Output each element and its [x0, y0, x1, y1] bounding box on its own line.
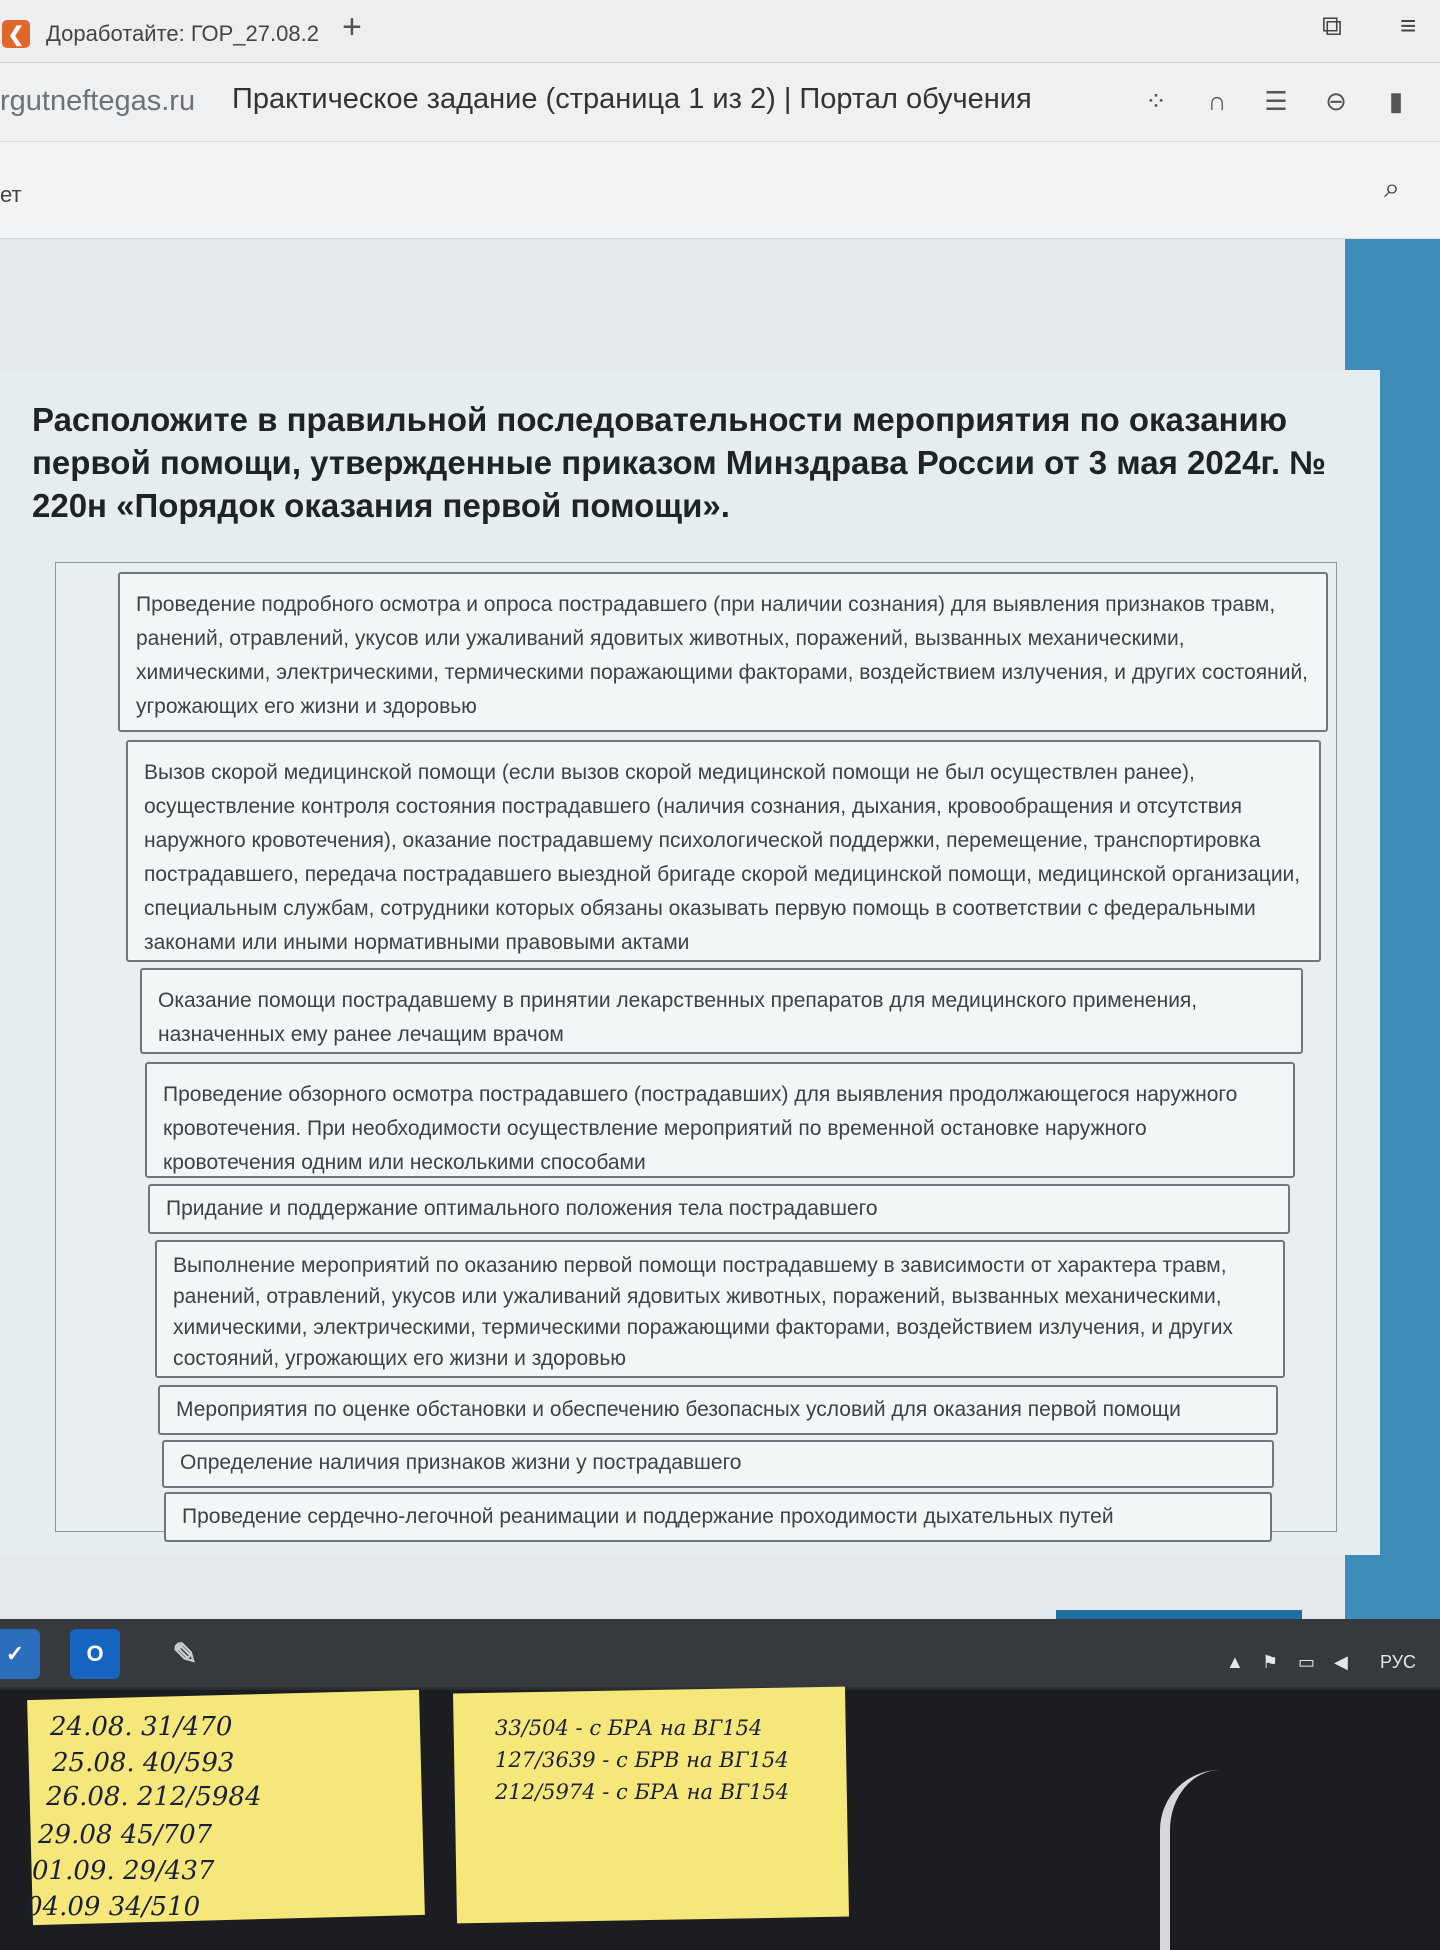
ordering-item[interactable]: Определение наличия признаков жизни у пострадавшего	[162, 1440, 1274, 1488]
browser-tab[interactable]	[0, 6, 322, 62]
page-title: Практическое задание (страница 1 из 2) | Портал обучения	[232, 83, 1032, 115]
new-tab-button[interactable]: +	[342, 8, 362, 46]
menu-icon[interactable]: ≡	[1400, 10, 1417, 41]
note-line: 127/3639 - с БРВ на ВГ154	[495, 1748, 789, 1772]
tray-arrow-icon[interactable]: ▲	[1226, 1652, 1244, 1672]
ordering-item[interactable]: Выполнение мероприятий по оказанию первой помощи пострадавшему в зависимости от характера травм, ранений, отравлений, укусов или ужаливаний ядовитых животных, поражений, вызванных механическими, химическими, электрическими, термическими поражающими факторами, воздействием излучения, и других состояний, угрожающих его жизни и здоровью	[155, 1240, 1285, 1378]
note-line: 212/5974 - с БРА на ВГ154	[495, 1780, 790, 1804]
site-nav-text[interactable]: ет	[0, 182, 22, 207]
site-favicon-icon: ❮	[2, 20, 30, 48]
start-icon[interactable]: ✓	[0, 1629, 40, 1679]
ordering-item[interactable]: Мероприятия по оценке обстановки и обеспечению безопасных условий для оказания первой помощи	[158, 1385, 1278, 1435]
ordering-item[interactable]: Оказание помощи пострадавшему в принятии лекарственных препаратов для медицинского применения, назначенных ему ранее лечащим врачом	[140, 968, 1303, 1054]
note-line: 04.09 34/510	[26, 1892, 201, 1922]
note-line: 26.08. 212/5984	[46, 1782, 262, 1812]
bookmark-icon[interactable]: ▮	[1388, 85, 1404, 116]
tray-flag-icon[interactable]: ⚑	[1262, 1652, 1279, 1672]
tab-bar	[0, 0, 1440, 63]
ordering-item[interactable]: Проведение обзорного осмотра пострадавшего (пострадавших) для выявления продолжающегося наружного кровотечения. При необходимости осуществление мероприятий по временной остановке наружного кровотечения одним или несколькими способами	[145, 1062, 1295, 1178]
tab-bookmarks-icon[interactable]: ⧉	[1322, 10, 1342, 41]
tray-language[interactable]: РУС	[1380, 1652, 1417, 1672]
tray-volume-icon[interactable]: ◀	[1334, 1652, 1348, 1672]
search-icon[interactable]: ⌕	[1384, 171, 1400, 203]
tray-network-icon[interactable]: ▭	[1298, 1652, 1316, 1672]
ordering-item[interactable]: Проведение подробного осмотра и опроса пострадавшего (при наличии сознания) для выявления признаков травм, ранений, отравлений, укусов или ужаливаний ядовитых животных, поражений, вызванных механическими, химическими, электрическими, термическими поражающими факторами, воздействием излучения, и других состояний, угрожающих его жизни и здоровью	[118, 572, 1328, 732]
question-text: Расположите в правильной последовательности мероприятия по оказанию первой помощи, утвержденные приказом Минздрава России от 3 мая 2024г. № 220н «Порядок оказания первой помощи».	[32, 401, 1327, 524]
note-line: 24.08. 31/470	[50, 1712, 233, 1742]
outlook-icon[interactable]: O	[70, 1629, 120, 1679]
headphones-icon[interactable]: ∩	[1207, 85, 1227, 116]
ordering-item[interactable]: Придание и поддержание оптимального положения тела пострадавшего	[148, 1184, 1290, 1234]
note-line: 29.08 45/707	[38, 1820, 213, 1850]
note-line: 25.08. 40/593	[52, 1748, 235, 1778]
tool-icon[interactable]: ✎	[172, 1637, 198, 1671]
url-domain[interactable]: rgutneftegas.ru	[0, 85, 196, 117]
note-line: 33/504 - с БРА на ВГ154	[495, 1716, 763, 1740]
cable	[1160, 1770, 1250, 1950]
apps-icon[interactable]: ⁘	[1145, 85, 1167, 116]
address-bar	[0, 63, 1440, 142]
ordering-item[interactable]: Вызов скорой медицинской помощи (если вызов скорой медицинской помощи не был осуществлен ранее), осуществление контроля состояния пострадавшего (наличия сознания, дыхания, кровообращения и отсутствия наружного кровотечения), оказание пострадавшему психологической поддержки, перемещение, транспортировка пострадавшего, передача пострадавшего выездной бригаде скорой медицинской помощи, медицинской организации, специальным службам, сотрудники которых обязаны оказывать первую помощь в соответствии с федеральными законами или иными нормативными правовыми актами	[126, 740, 1321, 962]
tab-title: Доработайте: ГОР_27.08.2	[46, 21, 319, 46]
reader-icon[interactable]: ☰	[1264, 85, 1288, 116]
site-header	[0, 142, 1440, 239]
note-line: 01.09. 29/437	[32, 1856, 215, 1886]
ordering-item[interactable]: Проведение сердечно-легочной реанимации и поддержание проходимости дыхательных путей	[164, 1492, 1272, 1542]
taskbar	[0, 1619, 1440, 1687]
zoom-icon[interactable]: ⊖	[1325, 85, 1347, 116]
